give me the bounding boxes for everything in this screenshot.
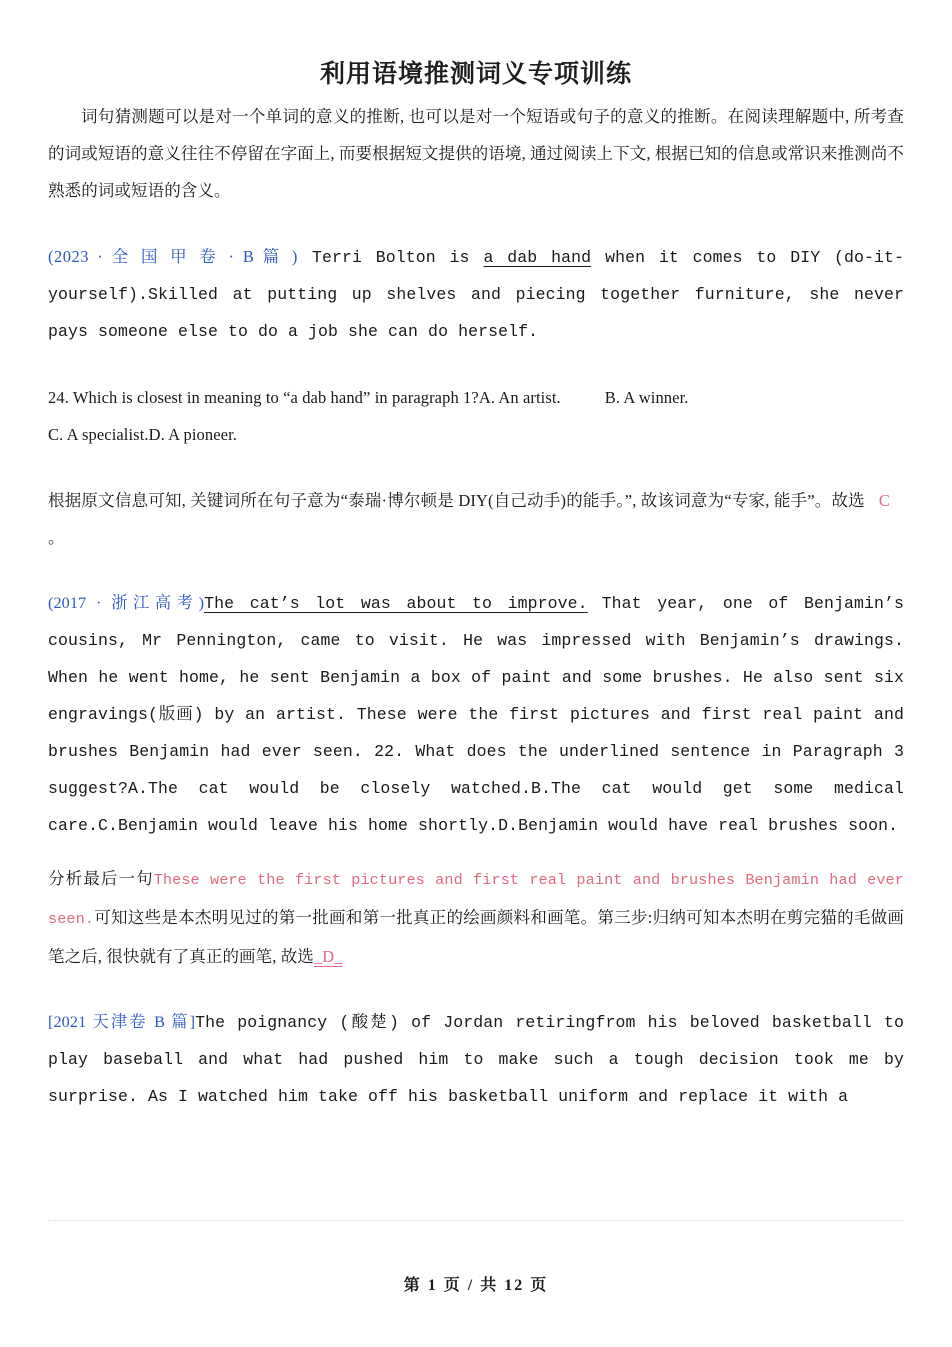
question-number-2023: 24. xyxy=(48,387,69,407)
explanation-lead-2017: 分析最后一句 xyxy=(48,868,154,888)
passage-before-2023: Terri Bolton is xyxy=(311,247,470,267)
explanation-block-2017 xyxy=(48,860,904,975)
explanation-chinese-2017: 可知这些是本杰明见过的第一批画和第一批真正的绘画颜料和画笔。第三步:归纳可知本杰明在剪完猫的毛做画笔之后, 很快就有了真正的画笔, 故选 xyxy=(48,907,904,966)
explanation-2017 xyxy=(48,860,904,975)
document-body xyxy=(48,0,904,1115)
exercise-item-2021 xyxy=(48,1004,904,1115)
option-b-2023: B. A winner. xyxy=(604,387,689,407)
page-footer: 第 1 页 / 共 12 页 xyxy=(403,1277,549,1294)
explanation-2023 xyxy=(48,482,904,556)
option-d-2023: D. A pioneer. xyxy=(148,424,237,444)
explanation-answer-2023: C xyxy=(878,490,890,510)
explanation-tail-2023: 。 xyxy=(48,527,65,547)
passage-2021 xyxy=(48,1004,904,1115)
explanation-answer-2017: _D_ xyxy=(313,946,343,966)
explanation-block-2023 xyxy=(48,482,904,556)
passage-2017 xyxy=(48,585,904,844)
passage-after-2021: The poignancy (酸楚) of Jordan retiringfrom his beloved basketball to play baseball and what had pushed him to make such a tough decision took me by surprise. As I watched him take off his basketball uniform and replace it with a xyxy=(48,1012,904,1106)
source-label-2021: [2021 天津卷 B 篇] xyxy=(48,1012,196,1031)
question-tail-2023: in paragraph 1? xyxy=(374,387,479,407)
passage-after-2017: That year, one of Benjamin’s cousins, Mr Pennington, came to visit. He was impressed with Benjamin’s drawings. When he went home, he sent Benjamin a box of paint and some brushes. He also sent six engravings(版画) by an artist. These were the first pictures and first real paint and brushes Benjamin had ever seen. 22. What does the underlined sentence in Paragraph 3 suggest?A.The cat would be closely watched.B.The cat would get some medical care.C.Benjamin would leave his home shortly.D.Benjamin would have real brushes soon. xyxy=(48,593,904,835)
question-quoted-2023: “a dab hand” xyxy=(283,387,371,407)
passage-after-2023: when it comes to DIY (do-it-yourself).Skilled at putting up shelves and piecing together furniture, she never pays someone else to do a job she can do herself. xyxy=(48,247,904,341)
question-line-2023 xyxy=(48,379,904,453)
source-label-2017: (2017 · 浙江高考) xyxy=(48,593,205,612)
underlined-phrase-2023: a dab hand xyxy=(483,247,592,267)
intro-paragraph: 词句猜测题可以是对一个单词的意义的推断, 也可以是对一个短语或句子的意义的推断。在阅读理解题中, 所考查的词或短语的意义往往不停留在字面上, 而要根据短文提供的语境, 通过阅读上下文, 根据已知的信息或常识来推测尚不熟悉的词或短语的含义。 xyxy=(48,106,904,200)
source-label-2023: (2023 · 全 国 甲 卷 · B 篇 ) xyxy=(48,246,298,266)
page-title: 利用语境推测词义专项训练 xyxy=(319,61,632,88)
passage-2023 xyxy=(48,238,904,350)
explanation-english-2017: These were the first pictures and first real paint and brushes Benjamin had ever seen. xyxy=(48,870,904,928)
option-c-2023: C. A specialist. xyxy=(48,424,149,444)
question-text-2023: Which is closest in meaning to xyxy=(72,387,279,407)
exercise-item-2023 xyxy=(48,238,904,350)
underlined-sentence-2017: The cat’s lot was about to improve. xyxy=(204,593,588,613)
option-a-2023: A. An artist. xyxy=(478,387,561,407)
footer-divider xyxy=(48,1220,904,1221)
explanation-text-2023: 根据原文信息可知, 关键词所在句子意为“泰瑞·博尔顿是 DIY(自己动手)的能手。”, 故该词意为“专家, 能手”。故选 xyxy=(48,490,865,510)
exercise-item-2017 xyxy=(48,585,904,844)
question-block-2023 xyxy=(48,379,904,453)
